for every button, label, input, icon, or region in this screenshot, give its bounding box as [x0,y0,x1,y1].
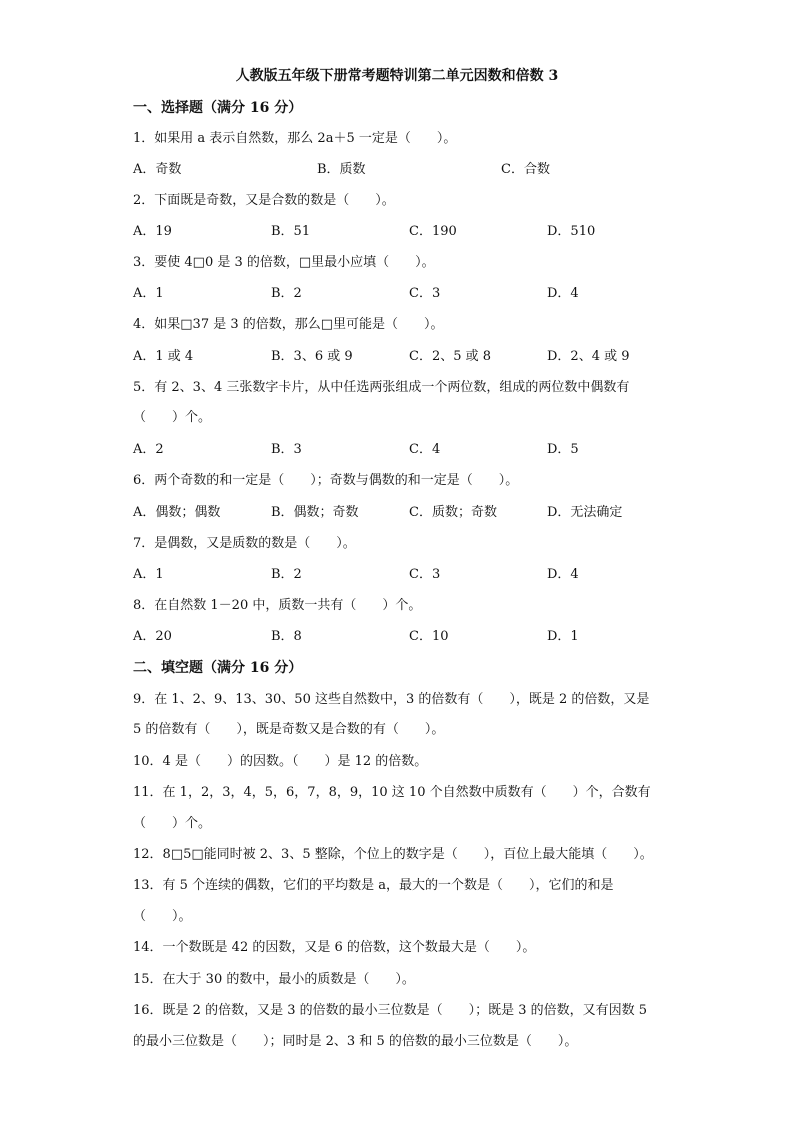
question-8-options [133,627,693,647]
question-5-continued: （ ）个。 [133,410,212,425]
option-c: C．合数 [501,162,550,177]
option-c: C．10 [409,629,449,644]
option-c: C．3 [409,567,441,582]
question-13-continued: （ ）。 [133,909,192,924]
question-9-continued: 5 的倍数有（ ），既是奇数又是合数的有（ ）。 [133,722,445,737]
option-d: D．2、4 或 9 [547,349,630,364]
option-a: A．偶数；偶数 [133,505,221,520]
option-b: B．3、6 或 9 [271,349,353,364]
section-heading-fill-in: 二、填空题（满分 16 分） [133,660,303,676]
question-8: 8．在自然数 1－20 中，质数一共有（ ）个。 [133,598,422,613]
option-d: D．1 [547,629,579,644]
option-c: C．3 [409,286,441,301]
option-a: A．1 [133,567,164,582]
option-c: C．质数；奇数 [409,505,497,520]
option-b: B．2 [271,567,302,582]
option-c: C．190 [409,224,457,239]
option-b: B．3 [271,442,302,457]
question-15: 15．在大于 30 的数中，最小的质数是（ ）。 [133,972,415,987]
question-2-options [133,222,693,242]
question-11-continued: （ ）个。 [133,816,212,831]
option-d: D．510 [547,224,596,239]
question-6: 6．两个奇数的和一定是（ ）；奇数与偶数的和一定是（ ）。 [133,473,519,488]
question-1-options [133,160,693,180]
option-a: A．20 [133,629,172,644]
question-11: 11．在 1，2，3，4，5，6，7，8，9，10 这 10 个自然数中质数有（ ）个，合数有 [133,785,651,800]
question-13: 13．有 5 个连续的偶数，它们的平均数是 a，最大的一个数是（ ），它们的和是 [133,878,614,893]
option-a: A．19 [133,224,172,239]
option-c: C．2、5 或 8 [409,349,492,364]
question-14: 14．一个数既是 42 的因数，又是 6 的倍数，这个数最大是（ ）。 [133,940,536,955]
option-b: B．51 [271,224,311,239]
question-16-continued: 的最小三位数是（ ）；同时是 2、3 和 5 的倍数的最小三位数是（ ）。 [133,1034,578,1049]
question-4: 4．如果□37 是 3 的倍数，那么□里可能是（ ）。 [133,317,444,332]
question-6-options [133,503,693,523]
page-title: 人教版五年级下册常考题特训第二单元因数和倍数 3 [235,68,559,84]
question-7-options [133,565,693,585]
question-10: 10．4 是（ ）的因数。（ ）是 12 的倍数。 [133,754,428,769]
option-a: A．1 或 4 [133,349,194,364]
option-b: B．8 [271,629,302,644]
question-12: 12．8□5□能同时被 2、3、5 整除，个位上的数字是（ ），百位上最大能填（ ）。 [133,847,653,862]
question-9: 9．在 1、2、9、13、30、50 这些自然数中，3 的倍数有（ ），既是 2 的倍数，又是 [133,692,650,707]
option-a: A．奇数 [133,162,182,177]
option-d: D．4 [547,567,579,582]
option-b: B．质数 [317,162,366,177]
option-d: D．4 [547,286,579,301]
option-c: C．4 [409,442,441,457]
option-b: B．2 [271,286,302,301]
question-1: 1．如果用 a 表示自然数，那么 2a＋5 一定是（ ）。 [133,131,457,146]
option-b: B．偶数；奇数 [271,505,359,520]
option-d: D．5 [547,442,579,457]
option-a: A．2 [133,442,164,457]
question-5: 5．有 2、3、4 三张数字卡片，从中任选两张组成一个两位数，组成的两位数中偶数有 [133,380,630,395]
question-2: 2．下面既是奇数，又是合数的数是（ ）。 [133,193,395,208]
question-3: 3．要使 4□0 是 3 的倍数，□里最小应填（ ）。 [133,255,435,270]
option-a: A．1 [133,286,164,301]
section-heading-choice: 一、选择题（满分 16 分） [133,100,303,116]
question-4-options [133,347,693,367]
question-3-options [133,284,693,304]
question-7: 7．是偶数，又是质数的数是（ ）。 [133,536,356,551]
question-5-options [133,440,693,460]
option-d: D．无法确定 [547,505,623,520]
question-16: 16．既是 2 的倍数，又是 3 的倍数的最小三位数是（ ）；既是 3 的倍数，又有因数 5 [133,1003,648,1018]
